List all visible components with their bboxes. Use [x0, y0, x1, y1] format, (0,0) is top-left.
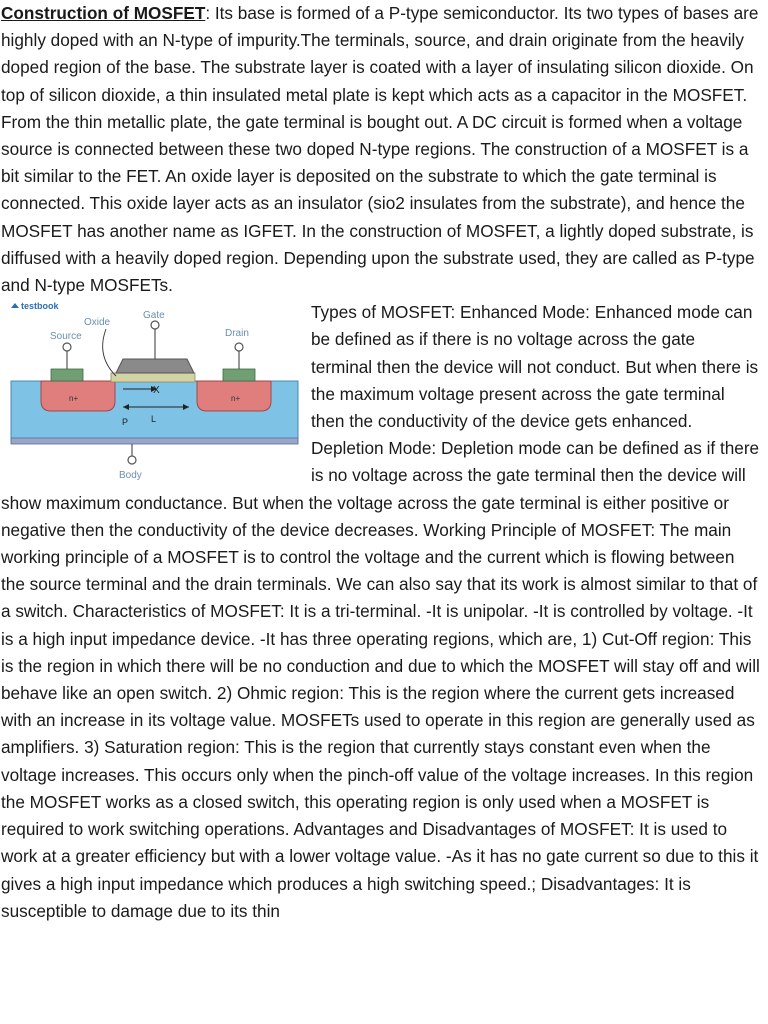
l-label: L [151, 414, 157, 425]
brand-logo-icon [11, 303, 19, 308]
brand-label: testbook [21, 301, 59, 312]
body-terminal-icon [128, 456, 136, 464]
oxide-pointer [103, 329, 116, 376]
source-contact [51, 369, 83, 381]
construction-text: : Its base is formed of a P-type semiconductor. Its two types of bases are highly doped with an N-type of impurity.The terminals, source, and drain originate from the heavily doped region of the base. The substrate layer is coated with a layer of insulating silicon dioxide. On top of silicon dioxide, a thin insulated metal plate is kept which acts as a capacitor in the MOSFET. From the thin metallic plate, the gate terminal is bought out. A DC circuit is formed when a voltage source is connected between these two doped N-type regions. The construction of a MOSFET is a bit similar to the FET. An oxide layer is deposited on the substrate to which the gate terminal is connected. This oxide layer acts as an insulator (sio2 insulates from the substrate), and hence the MOSFET has another name as IGFET. In the construction of MOSFET, a lightly doped substrate, is diffused with a heavily doped region. Depending upon the substrate used, they are called as P-type and N-type MOSFETs. [1, 3, 759, 296]
gate-label: Gate [143, 310, 165, 322]
p-label: P [122, 417, 129, 428]
body-label: Body [119, 470, 142, 482]
source-label: Source [50, 331, 82, 343]
drain-terminal-icon [235, 343, 243, 351]
section-heading: Construction of MOSFET [1, 3, 206, 23]
mosfet-diagram [1, 301, 301, 481]
construction-paragraph [1, 0, 760, 299]
source-terminal-icon [63, 343, 71, 351]
oxide-layer [111, 373, 195, 382]
drain-label: Drain [225, 328, 249, 340]
mosfet-diagram-svg [1, 301, 301, 481]
body-metal-layer [11, 438, 298, 444]
n-region-drain-label: n+ [231, 394, 241, 404]
gate-terminal-icon [151, 321, 159, 329]
body-text: Types of MOSFET: Enhanced Mode: Enhanced mode can be defined as if there is no voltage across the gate terminal then the device will not conduct. But when there is the maximum voltage present across the gate terminal then the conductivity of the device gets enhanced. Depletion Mode: Depletion mode can be defined as if there is no voltage across the gate terminal then the device will show maximum conductance. But when the voltage across the gate terminal is either positive or negative then the conductivity of the device decreases. Working Principle of MOSFET: The main working principle of a MOSFET is to control the voltage and the current which is flowing between the source terminal and the drain terminals. We can also say that its work is almost similar to that of a switch. Characteristics of MOSFET: It is a tri-terminal. -It is unipolar. -It is controlled by voltage. -It is a high input impedance device. -It has three operating regions, which are, 1) Cut-Off region: This is the region in which there will be no conduction and due to which the MOSFET will stay off and will behave like an open switch. 2) Ohmic region: This is the region where the current gets increased with an increase in its voltage value. MOSFETs used to operate in this region are generally used as amplifiers. 3) Saturation region: This is the region that currently stays constant even when the voltage increases. This occurs only when the pinch-off value of the voltage increases. In this region the MOSFET works as a closed switch, this operating region is only used when a MOSFET is required to work switching operations. Advantages and Disadvantages of MOSFET: It is used to work at a greater efficiency but with a lower voltage value. -As it has no gate current so due to this it gives a high input impedance which produces a high switching speed.; Disadvantages: It is susceptible to damage due to its thin [1, 302, 760, 921]
n-region-source-label: n+ [69, 394, 79, 404]
oxide-label: Oxide [84, 317, 111, 329]
drain-contact [223, 369, 255, 381]
x-label: X [153, 385, 160, 397]
body-paragraph [1, 299, 760, 925]
gate-plate [116, 359, 194, 373]
